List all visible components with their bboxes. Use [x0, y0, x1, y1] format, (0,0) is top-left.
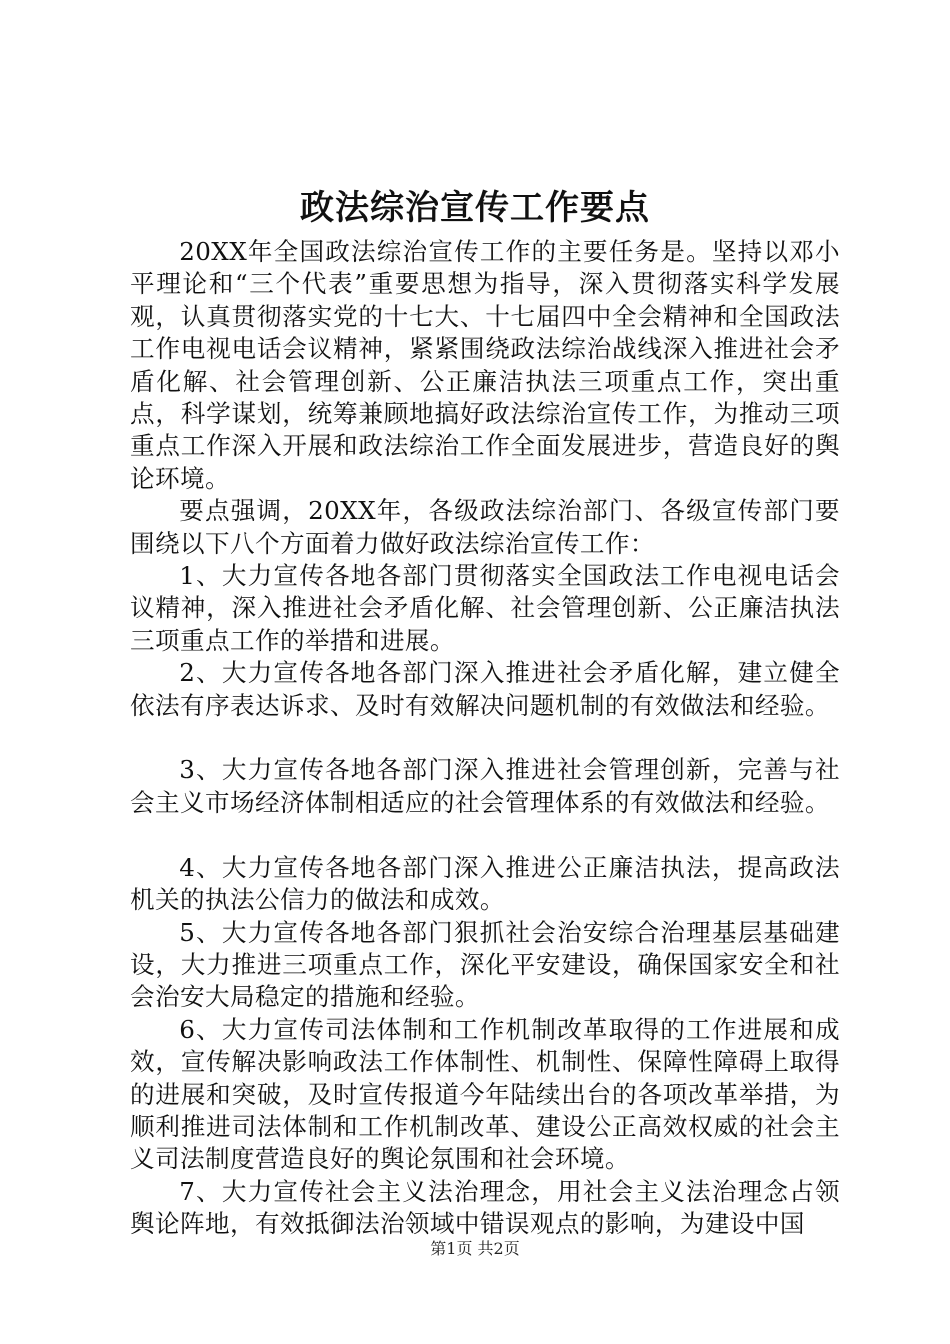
paragraph-intro: 20XX年全国政法综治宣传工作的主要任务是。坚持以邓小平理论和“三个代表”重要思想为指导，深入贯彻落实科学发展观，认真贯彻落实党的十七大、十七届四中全会精神和全国政法工作电视电话会议精神，紧紧围绕政法综治战线深入推进社会矛盾化解、社会管理创新、公正廉洁执法三项重点工作，突出重点，科学谋划，统筹兼顾地搞好政法综治宣传工作，为推动三项重点工作深入开展和政法综治工作全面发展进步，营造良好的舆论环境。 — [130, 237, 840, 493]
paragraph-item-6: 6、大力宣传司法体制和工作机制改革取得的工作进展和成效，宣传解决影响政法工作体制性、机制性、保障性障碍上取得的进展和突破，及时宣传报道今年陆续出台的各项改革举措，为顺利推进司法体制和工作机制改革、建设公正高效权威的社会主义司法制度营造良好的舆论氛围和社会环境。 — [130, 1014, 840, 1174]
page-number-footer: 第1页 共2页 — [430, 1239, 520, 1258]
document-title: 政法综治宣传工作要点 — [300, 188, 650, 228]
paragraph-item-1: 1、大力宣传各地各部门贯彻落实全国政法工作电视电话会议精神，深入推进社会矛盾化解、社会管理创新、公正廉洁执法三项重点工作的举措和进展。 — [130, 561, 840, 655]
paragraph-item-3: 3、大力宣传各地各部门深入推进社会管理创新，完善与社会主义市场经济体制相适应的社会管理体系的有效做法和经验。 — [130, 755, 840, 817]
paragraph-item-5: 5、大力宣传各地各部门狠抓社会治安综合治理基层基础建设，大力推进三项重点工作，深化平安建设，确保国家安全和社会治安大局稳定的措施和经验。 — [130, 917, 840, 1012]
paragraph-summary: 要点强调，20XX年，各级政法综治部门、各级宣传部门要围绕以下八个方面着力做好政法综治宣传工作： — [130, 496, 840, 558]
paragraph-item-7: 7、大力宣传社会主义法治理念，用社会主义法治理念占领舆论阵地，有效抵御法治领域中错误观点的影响，为建设中国 — [130, 1176, 840, 1239]
paragraph-item-4: 4、大力宣传各地各部门深入推进公正廉洁执法，提高政法机关的执法公信力的做法和成效。 — [130, 852, 840, 915]
document-body — [130, 236, 840, 1241]
paragraph-item-2: 2、大力宣传各地各部门深入推进社会矛盾化解，建立健全依法有序表达诉求、及时有效解决问题机制的有效做法和经验。 — [130, 658, 840, 720]
